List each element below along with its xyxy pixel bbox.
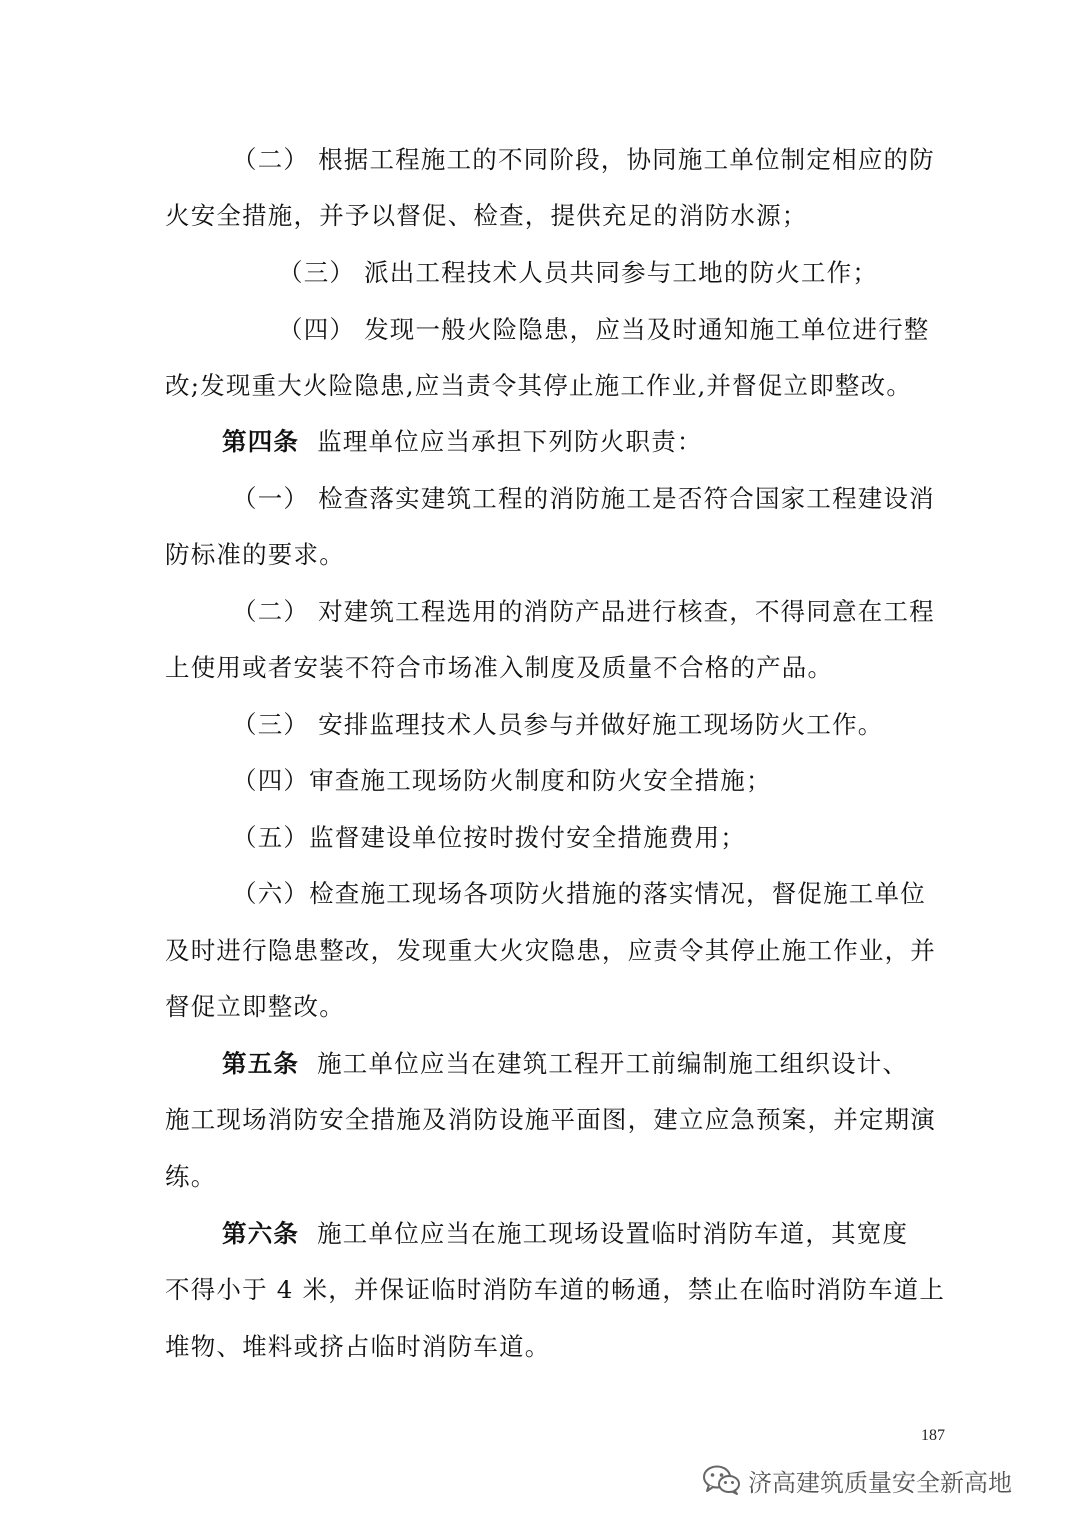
article-text: 监理单位应当承担下列防火职责： xyxy=(317,427,703,456)
paragraph-line: （三） 安排监理技术人员参与并做好施工现场防火工作。 xyxy=(232,710,884,739)
wechat-icon xyxy=(702,1464,742,1496)
watermark-text: 济高建筑质量安全新高地 xyxy=(748,1468,1012,1497)
paragraph-line: （二） 对建筑工程选用的消防产品进行核查，不得同意在工程 xyxy=(232,597,935,626)
paragraph-line: 防标准的要求。 xyxy=(165,540,345,569)
paragraph-line: 不得小于 4 米，并保证临时消防车道的畅通，禁止在临时消防车道上 xyxy=(165,1275,946,1304)
article-heading: 第五条 xyxy=(222,1049,300,1078)
paragraph-line: （五）监督建设单位按时拨付安全措施费用； xyxy=(232,823,746,852)
paragraph-line: 堆物、堆料或挤占临时消防车道。 xyxy=(165,1332,551,1361)
paragraph-line: 上使用或者安装不符合市场准入制度及质量不合格的产品。 xyxy=(165,653,834,682)
paragraph-line: 改;发现重大火险隐患,应当责令其停止施工作业,并督促立即整改。 xyxy=(165,371,913,400)
article-text: 施工单位应当在建筑工程开工前编制施工组织设计、 xyxy=(317,1049,909,1078)
paragraph-line: （六）检查施工现场各项防火措施的落实情况，督促施工单位 xyxy=(232,879,926,908)
article-heading: 第六条 xyxy=(222,1219,300,1248)
page-number: 187 xyxy=(921,1427,945,1444)
article-line xyxy=(222,1218,908,1250)
article-line xyxy=(222,1048,908,1080)
paragraph-line: （二） 根据工程施工的不同阶段，协同施工单位制定相应的防 xyxy=(232,145,935,174)
paragraph-line: （一） 检查落实建筑工程的消防施工是否符合国家工程建设消 xyxy=(232,484,935,513)
paragraph-line: 练。 xyxy=(165,1162,217,1191)
paragraph-line: 及时进行隐患整改，发现重大火灾隐患，应责令其停止施工作业，并 xyxy=(165,936,936,965)
paragraph-line: （四）审查施工现场防火制度和防火安全措施； xyxy=(232,766,772,795)
paragraph-line: 火安全措施，并予以督促、检查，提供充足的消防水源； xyxy=(165,201,808,230)
article-line xyxy=(222,426,703,458)
paragraph-line: （三） 派出工程技术人员共同参与工地的防火工作； xyxy=(278,258,879,287)
paragraph-line: 施工现场消防安全措施及消防设施平面图，建立应急预案，并定期演 xyxy=(165,1105,936,1134)
article-text: 施工单位应当在施工现场设置临时消防车道，其宽度 xyxy=(317,1219,909,1248)
watermark xyxy=(702,1462,1012,1498)
paragraph-line: 督促立即整改。 xyxy=(165,992,345,1021)
article-heading: 第四条 xyxy=(222,427,300,456)
paragraph-line: （四） 发现一般火险隐患，应当及时通知施工单位进行整 xyxy=(278,315,930,344)
